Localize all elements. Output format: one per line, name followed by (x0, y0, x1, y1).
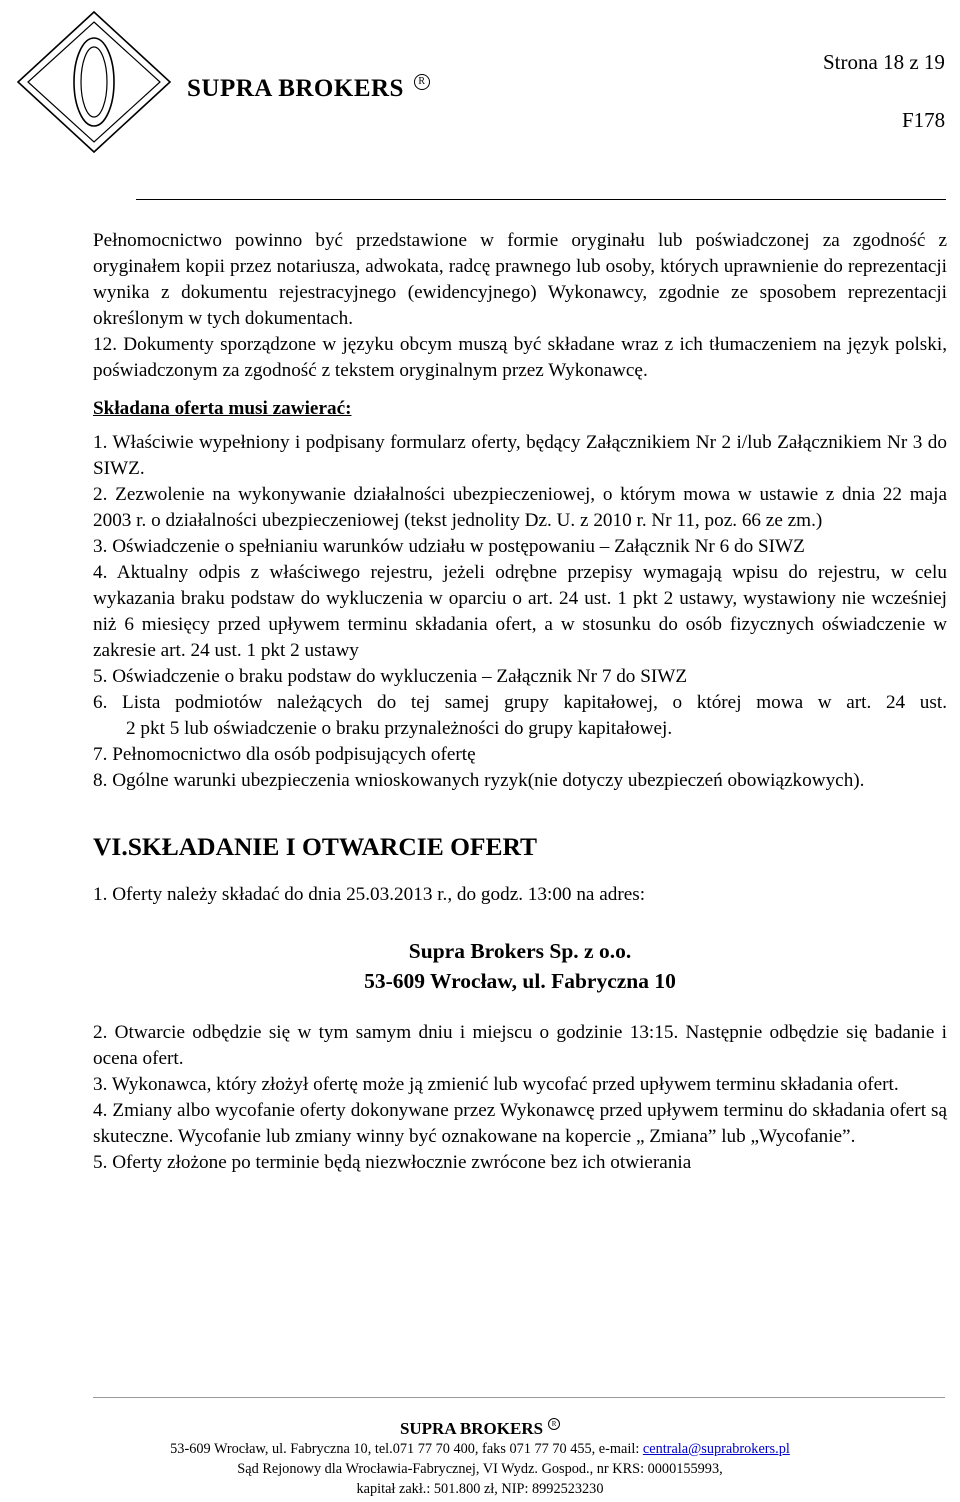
footer-email-link[interactable]: centrala@suprabrokers.pl (642, 1441, 790, 1457)
page-number: Strona 18 z 19 (823, 50, 945, 74)
offer-item-1: 1. Właściwie wypełniony i podpisany formularz oferty, będący Załącznikiem Nr 2 i/lub Załącznikiem Nr 3 do SIWZ. (93, 432, 947, 479)
footer-contact: 53-609 Wrocław, ul. Fabryczna 10, tel.071 77 70 400, faks 071 77 70 455, e-mail: centrala@suprabrokers.pl (170, 1441, 790, 1457)
offer-contents-heading: Składana oferta musi zawierać: (93, 398, 352, 419)
offer-item-2: 2. Zezwolenie na wykonywanie działalności ubezpieczeniowej, o którym mowa w ustawie z dnia 22 maja 2003 r. o działalności ubezpieczeniowej (tekst jednolity Dz. U. z 2010 r. Nr 11, poz. 66 ze zm.) (93, 484, 947, 531)
offer-item-4: 4. Aktualny odpis z właściwego rejestru, jeżeli odrębne przepisy wymagają wpisu do rejestru, w celu wykazania braku podstaw do wykluczenia w oparciu o art. 24 ust. 1 pkt 2 ustawy, wystawiony nie wcześniej niż 6 miesięcy przed upływem terminu składania ofert, a w stosunku do osób fizycznych oświadczenie w zakresie art. 24 ust. 1 pkt 2 ustawy (93, 562, 947, 661)
address-street: 53-609 Wrocław, ul. Fabryczna 10 (364, 969, 676, 993)
section-item-3: 3. Wykonawca, który złożył ofertę może ją zmienić lub wycofać przed upływem terminu składania ofert. (93, 1074, 899, 1095)
registered-mark-icon: R (414, 74, 430, 90)
footer-court: Sąd Rejonowy dla Wrocławia-Fabrycznej, VI Wydz. Gospod., nr KRS: 0000155993, (237, 1461, 723, 1477)
footer-registered-mark-icon: R (548, 1418, 560, 1430)
header-divider (136, 199, 946, 200)
offer-item-7: 7. Pełnomocnictwo dla osób podpisujących ofertę (93, 744, 476, 765)
item-12: 12. Dokumenty sporządzone w języku obcym muszą być składane wraz z ich tłumaczeniem na język polski, poświadczonym za zgodność z tekstem oryginalnym przez Wykonawcę. (93, 334, 947, 381)
footer-capital: kapitał zakł.: 501.800 zł, NIP: 8992523230 (356, 1481, 604, 1497)
offer-item-8: 8. Ogólne warunki ubezpieczenia wnioskowanych ryzyk(nie dotyczy ubezpieczeń obowiązkowych). (93, 770, 865, 791)
section-item-4: 4. Zmiany albo wycofanie oferty dokonywane przez Wykonawcę przed upływem terminu do składania ofert są skuteczne. Wycofanie lub zmiany winny być oznakowane na kopercie „ Zmiana” lub „Wycofanie”. (93, 1100, 947, 1147)
section-item-2: 2. Otwarcie odbędzie się w tym samym dniu i miejscu o godzinie 13:15. Następnie odbędzie się badanie i ocena ofert. (93, 1022, 947, 1069)
section-title: VI.SKŁADANIE I OTWARCIE OFERT (93, 832, 538, 861)
offer-item-3: 3. Oświadczenie o spełnianiu warunków udziału w postępowaniu – Załącznik Nr 6 do SIWZ (93, 536, 805, 557)
address-block (93, 936, 947, 996)
header-brand: SUPRA BROKERS R (187, 74, 430, 103)
footer-brand: SUPRA BROKERS R (0, 1418, 960, 1439)
address-company: Supra Brokers Sp. z o.o. (408, 939, 632, 963)
document-body (93, 228, 947, 1176)
offer-item-6-line-1: 6. Lista podmiotów należących do tej samej grupy kapitałowej, o której mowa w art. 24 ust. (93, 692, 947, 713)
logo-inner-diamond (28, 22, 160, 142)
footer-divider (93, 1397, 945, 1398)
company-logo (14, 8, 174, 156)
offer-item-5: 5. Oświadczenie o braku podstaw do wykluczenia – Załącznik Nr 7 do SIWZ (93, 666, 688, 687)
logo-outer-oval (74, 38, 114, 126)
logo-outer-diamond (18, 12, 170, 152)
section-item-1: 1. Oferty należy składać do dnia 25.03.2013 r., do godz. 13:00 na adres: (93, 884, 646, 905)
document-code: F178 (902, 108, 946, 132)
logo-inner-oval (81, 47, 107, 117)
power-of-attorney-paragraph: Pełnomocnictwo powinno być przedstawione w formie oryginału lub poświadczonej za zgodność z oryginałem kopii przez notariusza, adwokata, radcę prawnego lub osoby, których uprawnienie do reprezentacji wynika z dokumentu rejestracyjnego (ewidencyjnego) Wykonawcy, zgodnie ze sposobem reprezentacji określonym w tych dokumentach. (93, 230, 947, 329)
section-item-5: 5. Oferty złożone po terminie będą niezwłocznie zwrócone bez ich otwierania (93, 1152, 692, 1173)
offer-item-6-line-2: 2 pkt 5 lub oświadczenie o braku przynależności do grupy kapitałowej. (126, 718, 673, 739)
